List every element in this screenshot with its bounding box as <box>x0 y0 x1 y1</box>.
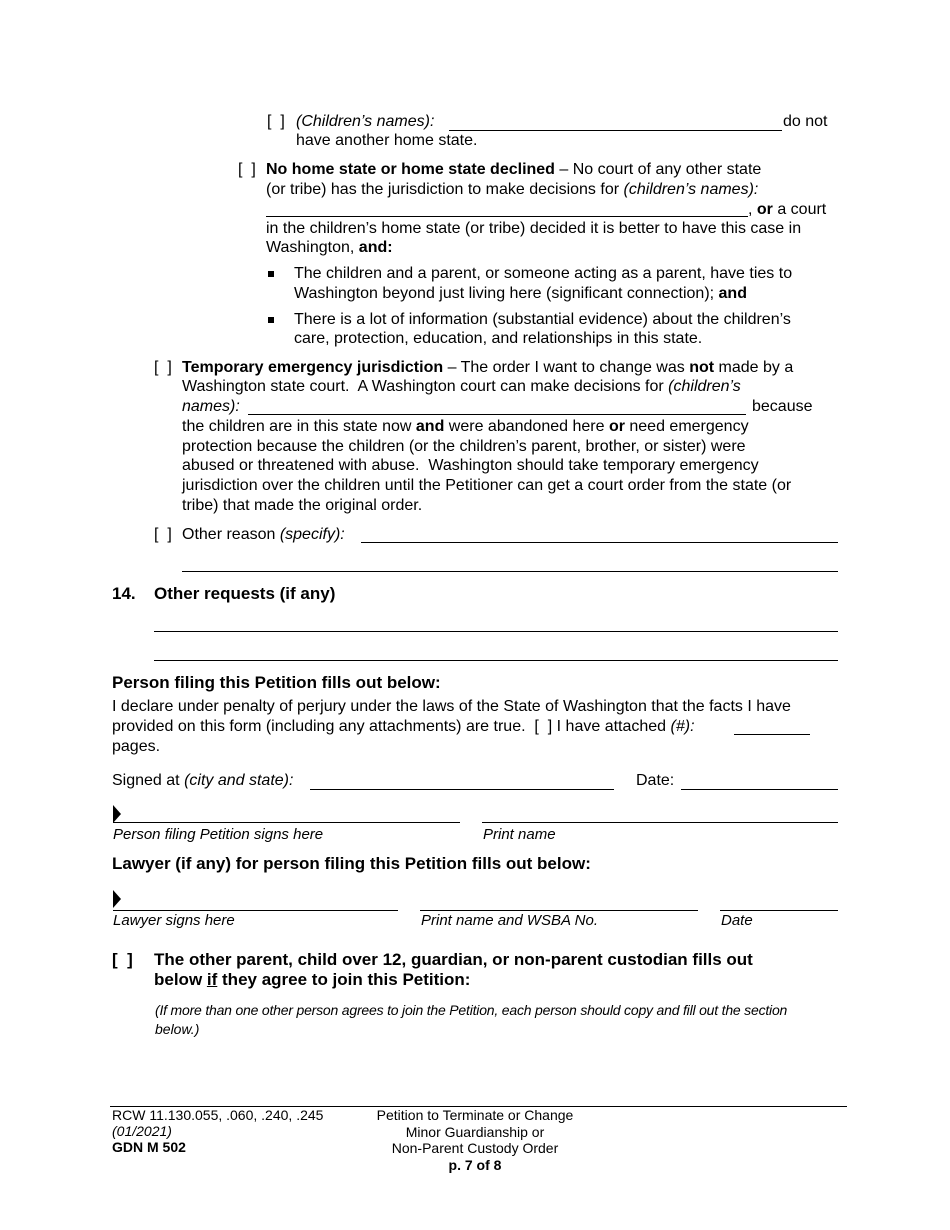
no-home-state-line3-end: , or a court <box>748 201 827 218</box>
declaration-line3: pages. <box>112 738 161 755</box>
because-text: because <box>752 398 813 415</box>
checkbox-no-home-state[interactable]: [ ] <box>238 161 256 178</box>
other-reason-label: Other reason (specify): <box>182 526 345 543</box>
temp-line5: protection because the children (or the children’s parent, brother, or sister) were <box>182 438 746 455</box>
checkbox-join-petition[interactable]: [ ] <box>112 950 133 969</box>
no-home-state-line5: Washington, and: <box>266 239 393 256</box>
sign-here-arrow-icon <box>113 805 121 823</box>
bullet1-line2: Washington beyond just living here (significant connection); and <box>294 285 747 302</box>
temp-line2: Washington state court. A Washington court can make decisions for (children’s <box>182 378 741 395</box>
other-reason-field-line2[interactable] <box>182 571 838 572</box>
do-not-text: do not <box>783 113 828 130</box>
section-14-title: Other requests (if any) <box>154 584 336 603</box>
person-filing-heading: Person filing this Petition fills out below: <box>112 673 441 692</box>
footer-title-line2: Minor Guardianship or <box>405 1123 545 1140</box>
footer-rcw: RCW 11.130.055, .060, .240, .245 <box>112 1107 324 1123</box>
temp-line7: jurisdiction over the children until the Petitioner can get a court order from the state (or <box>182 477 792 494</box>
other-requests-field-2[interactable] <box>154 660 838 661</box>
bullet-icon <box>268 271 274 277</box>
lawyer-signature-field[interactable] <box>113 910 398 911</box>
footer-title <box>350 1107 600 1173</box>
checkbox-no-home-state-children[interactable]: [ ] <box>267 113 285 130</box>
no-home-state-line4: in the children’s home state (or tribe) decided it is better to have this case in <box>266 220 802 237</box>
signed-at-field[interactable] <box>310 789 614 790</box>
other-requests-field-1[interactable] <box>154 631 838 632</box>
bullet2-line1: There is a lot of information (substantial evidence) about the children’s <box>294 311 791 328</box>
declaration-line1: I declare under penalty of perjury under the laws of the State of Washington that the facts I have <box>112 698 791 715</box>
signed-at-label: Signed at (city and state): <box>112 772 294 789</box>
no-home-state-line2: (or tribe) has the jurisdiction to make decisions for (children’s names): <box>266 181 759 198</box>
lawyer-print-caption: Print name and WSBA No. <box>421 912 599 929</box>
footer-form-number: GDN M 502 <box>112 1139 186 1155</box>
footer-page-number: p. 7 of 8 <box>448 1156 502 1173</box>
person-signature-field[interactable] <box>113 822 460 823</box>
join-note-line1: (If more than one other person agrees to join the Petition, each person should copy and fill out the section <box>155 1002 788 1018</box>
attached-pages-field[interactable] <box>734 734 810 735</box>
bullet-icon <box>268 317 274 323</box>
checkbox-other-reason[interactable]: [ ] <box>154 526 172 543</box>
section-14-number: 14. <box>112 584 136 603</box>
children-names-label: (Children’s names): <box>296 113 435 130</box>
other-reason-field[interactable] <box>361 542 838 543</box>
date-field[interactable] <box>681 789 838 790</box>
person-sign-caption: Person filing Petition signs here <box>113 826 324 843</box>
temp-line4: the children are in this state now and were abandoned here or need emergency <box>182 418 749 435</box>
lawyer-heading: Lawyer (if any) for person filing this Petition fills out below: <box>112 854 591 873</box>
join-note-line2: below.) <box>155 1021 200 1037</box>
footer-date: (01/2021) <box>112 1123 172 1139</box>
bullet2-line2: care, protection, education, and relationships in this state. <box>294 330 703 347</box>
person-print-name-field[interactable] <box>482 822 838 823</box>
declaration-line2: provided on this form (including any attachments) are true. [ ] I have attached (#): <box>112 718 695 735</box>
lawyer-date-caption: Date <box>721 912 753 929</box>
footer-title-line1: Petition to Terminate or Change <box>376 1107 574 1123</box>
join-line1: The other parent, child over 12, guardian, or non-parent custodian fills out <box>154 950 753 969</box>
checkbox-temporary-emergency[interactable]: [ ] <box>154 359 172 376</box>
lawyer-date-field[interactable] <box>720 910 838 911</box>
footer-title-line3: Non-Parent Custody Order <box>391 1140 559 1156</box>
date-label: Date: <box>636 772 675 789</box>
person-print-caption: Print name <box>483 826 556 843</box>
temp-line8: tribe) that made the original order. <box>182 497 423 514</box>
lawyer-sign-caption: Lawyer signs here <box>113 912 235 929</box>
another-home-state-text: have another home state. <box>296 132 478 149</box>
lawyer-sign-arrow-icon <box>113 890 121 908</box>
no-home-state-line1: No home state or home state declined – No court of any other state <box>266 161 762 178</box>
no-home-state-children-field[interactable] <box>266 216 748 217</box>
temp-children-names-field[interactable] <box>248 414 746 415</box>
bullet1-line1: The children and a parent, or someone acting as a parent, have ties to <box>294 265 793 282</box>
children-names-field[interactable] <box>449 130 782 131</box>
join-line2: below if they agree to join this Petition: <box>154 970 471 989</box>
lawyer-print-name-field[interactable] <box>420 910 698 911</box>
temp-line1: Temporary emergency jurisdiction – The order I want to change was not made by a <box>182 359 794 376</box>
temp-names-label: names): <box>182 398 240 415</box>
temp-line6: abused or threatened with abuse. Washington should take temporary emergency <box>182 457 759 474</box>
